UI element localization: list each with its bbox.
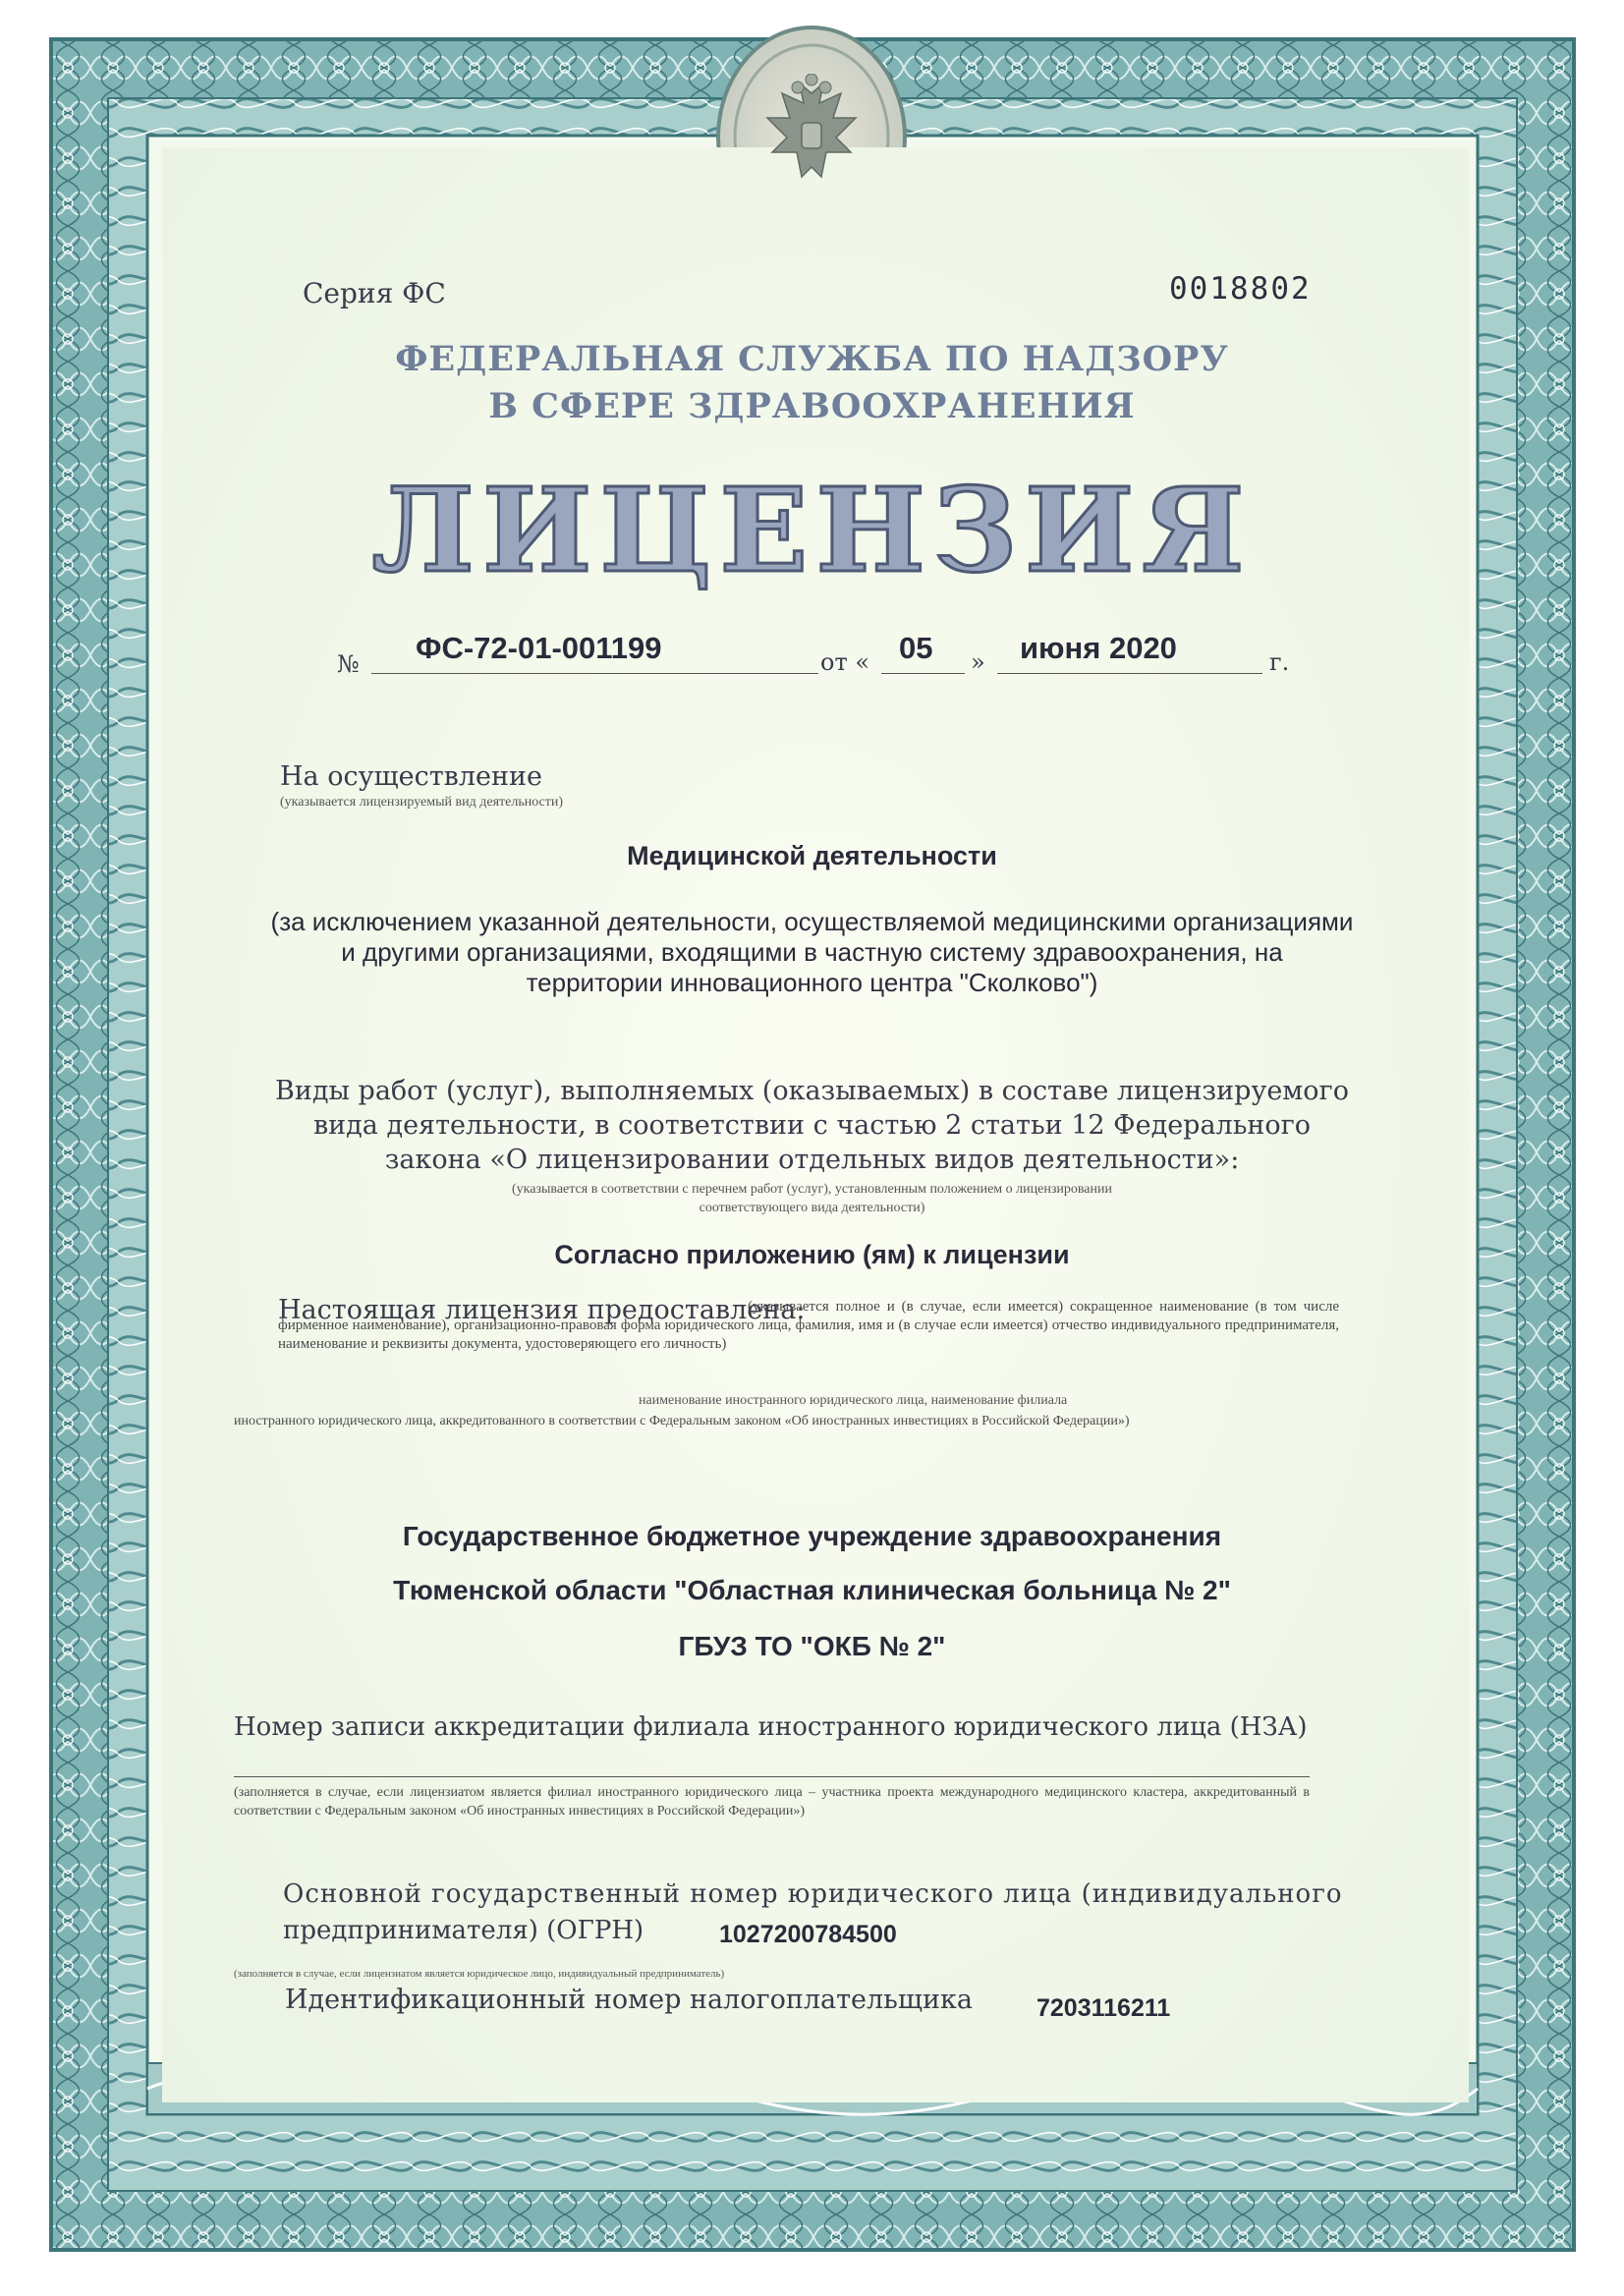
authority-line-1: ФЕДЕРАЛЬНАЯ СЛУЖБА ПО НАДЗОРУ [395,339,1229,379]
activity-exclusion-3: территории инновационного центра "Сколково") [526,968,1098,997]
activity-exclusion-1: (за исключением указанной деятельности, осуществляемой медицинскими организациями [270,907,1354,936]
year-suffix: г. [1269,648,1290,676]
document-title: ЛИЦЕНЗИЯ [371,462,1253,598]
license-number: ФС-72-01-001199 [416,631,662,665]
coat-of-arms-icon [753,74,870,201]
grantee-name-2: Тюменской области "Областная клиническая больница № 2" [393,1575,1231,1605]
works-line-3: закона «О лицензировании отдельных видов деятельности»: [384,1145,1240,1175]
number-sign: № [337,650,360,678]
activity-label: На осуществление [280,761,542,792]
ogrn-value: 1027200784500 [719,1921,897,1948]
works-line-2: вида деятельности, в соответствии с частью 2 статьи 12 Федерального [312,1110,1312,1141]
ogrn-label-1: Основной государственный номер юридического лица (индивидуального [283,1879,1343,1909]
grantee-hint-c: иностранного юридического лица, аккредитованного в соответствии с Федеральным законом «Об иностранных инвестициях в Российской Федерации») [234,1414,1130,1428]
series-label: Серия ФС [303,277,446,309]
license-day: 05 [899,631,933,665]
works-value: Согласно приложению (ям) к лицензии [554,1240,1070,1269]
date-from-label: от « [820,648,870,676]
inn-label: Идентификационный номер налогоплательщика [285,1985,973,2015]
date-quote-close: » [971,648,985,676]
ogrn-hint: (заполняется в случае, если лицензиатом является юридическое лицо, индивидуальный предприниматель) [234,1968,725,1980]
works-hint-1: (указывается в соответствии с перечнем работ (услуг), установленным положением о лицензировании [512,1182,1112,1197]
activity-name: Медицинской деятельности [627,841,997,870]
activity-exclusion-2: и другими организациями, входящими в частную систему здравоохранения, на [341,937,1283,967]
activity-hint: (указывается лицензируемый вид деятельности) [280,795,564,810]
license-month-year: июня 2020 [1020,631,1177,665]
works-line-1: Виды работ (услуг), выполняемых (оказываемых) в составе лицензируемого [275,1076,1349,1106]
grantee-label: Настоящая лицензия предоставлена: [278,1295,806,1325]
grantee-hint-b: наименование иностранного юридического лица, наименование филиала [639,1393,1068,1408]
grantee-name-1: Государственное бюджетное учреждение здравоохранения [402,1521,1222,1551]
ogrn-label-2: предпринимателя) (ОГРН) [283,1916,644,1945]
works-hint-2: соответствующего вида деятельности) [699,1201,925,1215]
authority-line-2: В СФЕРЕ ЗДРАВООХРАНЕНИЯ [488,386,1136,426]
grantee-short-name: ГБУЗ ТО "ОКБ № 2" [678,1631,946,1661]
series-number: 0018802 [1169,271,1312,307]
nza-hint: (заполняется в случае, если лицензиатом является филиал иностранного юридического лица – участника проекта международного медицинского кластера, аккредитованный в соответствии с Федеральным законом «Об иностранных инвестициях в Российской Федерации») [234,1785,1310,1819]
inn-value: 7203116211 [1036,1994,1171,2022]
nza-label: Номер записи аккредитации филиала иностранного юридического лица (НЗА) [234,1712,1308,1742]
grantee-hint-a: (указывается полное и (в случае, если имеется) сокращенное наименование (в том числе фирменное наименование), организационно-правовая форма юридического лица, фамилия, имя и (в случае если имеется) отчество индивидуального предпринимателя, наименование и реквизиты документа, удостоверяющего его личность) [278,1299,1339,1352]
